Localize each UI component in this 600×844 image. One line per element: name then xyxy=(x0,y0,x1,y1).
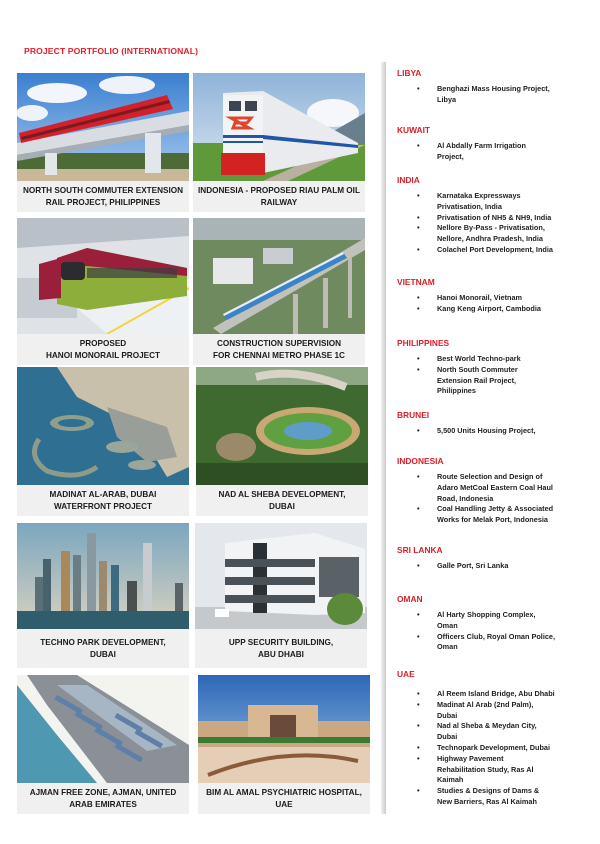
bullet-icon: • xyxy=(417,84,420,93)
bullet-icon: • xyxy=(417,753,420,763)
project-list-item: • Karnataka Expressways Privatisation, India xyxy=(417,191,521,211)
region-kuwait xyxy=(397,125,597,163)
project-list-item: • 5,500 Units Housing Project, xyxy=(417,426,536,435)
project-list-item: • Privatisation of NH5 & NH9, India xyxy=(417,212,552,222)
project-tile-chennai-metro xyxy=(193,218,365,365)
bullet-icon: • xyxy=(417,504,420,514)
photo-racecourse-aerial xyxy=(196,367,368,485)
region-oman xyxy=(397,594,597,653)
region-title: UAE xyxy=(397,669,415,679)
region-brunei xyxy=(397,410,597,437)
photo-diesel-locomotive xyxy=(193,73,365,181)
bullet-icon: • xyxy=(417,364,420,374)
region-title: KUWAIT xyxy=(397,125,431,135)
tile-caption: BIM AL AMAL PSYCHIATRIC HOSPITAL, UAE xyxy=(198,783,370,814)
bullet-icon: • xyxy=(417,699,420,709)
project-list-item: • Nad al Sheba & Meydan City, Dubai xyxy=(417,721,537,742)
project-tile-upp-security xyxy=(195,523,367,668)
project-list-item: • Colachel Port Development, India xyxy=(417,244,553,254)
bullet-icon: • xyxy=(417,561,420,570)
region-vietnam xyxy=(397,277,597,315)
tile-caption: NORTH SOUTH COMMUTER EXTENSION RAIL PROJECT, PHILIPPINES xyxy=(17,181,189,212)
bullet-icon: • xyxy=(417,786,420,796)
project-tile-hanoi-monorail xyxy=(17,218,189,365)
bullet-icon: • xyxy=(417,303,420,313)
project-tile-ajman-free-zone xyxy=(17,675,189,814)
photo-palm-island-aerial xyxy=(17,367,189,485)
project-list-item: • Route Selection and Design of Adaro MetCoal Eastern Coal Haul Road, Indonesia xyxy=(417,472,553,503)
bullet-icon: • xyxy=(417,721,420,731)
region-libya xyxy=(397,68,597,106)
project-tile-north-south-commuter xyxy=(17,73,189,212)
region-title: OMAN xyxy=(397,594,423,604)
project-list-item: • Hanoi Monorail, Vietnam xyxy=(417,293,523,302)
project-tile-riau-railway xyxy=(193,73,365,212)
project-list-item: • Al Harty Shopping Complex, Oman xyxy=(417,610,536,630)
photo-elevated-red-commuter-train xyxy=(17,73,189,181)
project-list-item: • Officers Club, Royal Oman Police, Oman xyxy=(417,631,555,652)
project-list-item: • North South Commuter Extension Rail Project, Philippines xyxy=(417,364,518,396)
tile-caption: AJMAN FREE ZONE, AJMAN, UNITED ARAB EMIRATES xyxy=(17,783,189,814)
page-title: PROJECT PORTFOLIO (INTERNATIONAL) xyxy=(24,46,199,56)
region-title: BRUNEI xyxy=(397,410,430,420)
region-india xyxy=(397,175,597,256)
project-list-item: • Technopark Development, Dubai xyxy=(417,742,550,752)
region-title: PHILIPPINES xyxy=(397,338,450,348)
region-philippines xyxy=(397,338,597,397)
region-title: VIETNAM xyxy=(397,277,435,287)
tile-caption: TECHNO PARK DEVELOPMENT, DUBAI xyxy=(17,629,189,668)
project-list-item: • Madinat Al Arab (2nd Palm), Dubai xyxy=(417,699,534,720)
project-list-item: • Best World Techno-park xyxy=(417,354,521,363)
tile-caption: NAD AL SHEBA DEVELOPMENT, DUBAI xyxy=(196,485,368,516)
bullet-icon: • xyxy=(417,244,420,254)
project-tile-nad-al-sheba xyxy=(196,367,368,516)
bullet-icon: • xyxy=(417,689,420,698)
region-uae xyxy=(397,669,597,808)
region-title: INDIA xyxy=(397,175,420,185)
project-list-item: • Al Reem Island Bridge, Abu Dhabi xyxy=(417,689,555,698)
project-list-item: • Benghazi Mass Housing Project, Libya xyxy=(417,84,550,104)
tile-caption: UPP SECURITY BUILDING, ABU DHABI xyxy=(195,629,367,668)
tile-caption: INDONESIA - PROPOSED RIAU PALM OIL RAILWAY xyxy=(193,181,365,212)
tile-caption: CONSTRUCTION SUPERVISION FOR CHENNAI METRO PHASE 1C xyxy=(193,334,365,365)
region-title: INDONESIA xyxy=(397,456,444,466)
photo-dubai-marina-skyline xyxy=(17,523,189,629)
project-list-item: • Highway Pavement Rehabilitation Study, Ras Al Kaimah xyxy=(417,753,534,785)
bullet-icon: • xyxy=(417,610,420,619)
column-divider xyxy=(381,62,386,814)
project-list-item: • Nellore By-Pass - Privatisation, Nellore, Andhra Pradesh, India xyxy=(417,223,545,244)
region-title: LIBYA xyxy=(397,68,422,78)
tile-caption: MADINAT AL-ARAB, DUBAI WATERFRONT PROJECT xyxy=(17,485,189,516)
bullet-icon: • xyxy=(417,472,420,481)
photo-elevated-metro-viaduct xyxy=(193,218,365,334)
bullet-icon: • xyxy=(417,426,420,435)
bullet-icon: • xyxy=(417,742,420,752)
region-title: SRI LANKA xyxy=(397,545,443,555)
bullet-icon: • xyxy=(417,141,420,150)
bullet-icon: • xyxy=(417,631,420,641)
bullet-icon: • xyxy=(417,354,420,363)
bullet-icon: • xyxy=(417,223,420,233)
project-tile-techno-park xyxy=(17,523,189,668)
photo-office-building xyxy=(195,523,367,629)
bullet-icon: • xyxy=(417,191,420,200)
tile-caption: PROPOSED HANOI MONORAIL PROJECT xyxy=(17,334,189,365)
region-indonesia xyxy=(397,456,597,526)
project-list-item: • Kang Keng Airport, Cambodia xyxy=(417,303,541,313)
bullet-icon: • xyxy=(417,293,420,302)
project-tile-al-amal-hospital xyxy=(198,675,370,814)
project-tile-madinat-al-arab xyxy=(17,367,189,516)
photo-hospital-plaza xyxy=(198,675,370,783)
project-list-item: • Galle Port, Sri Lanka xyxy=(417,561,509,570)
photo-monorail-station xyxy=(17,218,189,334)
bullet-icon: • xyxy=(417,212,420,222)
photo-port-warehouses-aerial xyxy=(17,675,189,783)
project-list-item: • Coal Handling Jetty & Associated Works for Melak Port, Indonesia xyxy=(417,504,554,525)
project-list-item: • Studies & Designs of Dams & New Barriers, Ras Al Kaimah xyxy=(417,786,540,806)
project-list-item: • Al Abdally Farm Irrigation Project, xyxy=(417,141,526,161)
region-sri-lanka xyxy=(397,545,597,572)
